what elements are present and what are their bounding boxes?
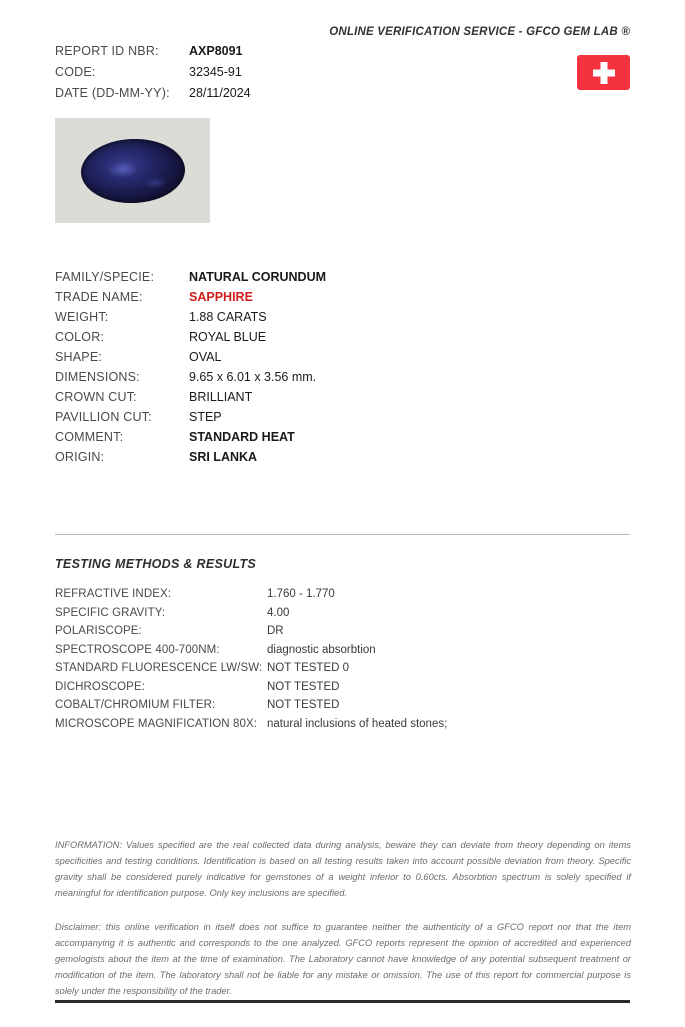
ident-row-weight — [55, 310, 475, 324]
test-label-microscope: MICROSCOPE MAGNIFICATION 80X: — [55, 717, 258, 730]
report-meta — [55, 44, 385, 107]
information-note: INFORMATION: Values specified are the real collected data during analysis, beware they can deviate from theory depending on items specificities and testing conditions. Identification is based on all testing results taken into account possible deviation from theory. Specific gravity shall be considered purely indicative for gemstones of a weight inferior to 0.60cts. Absorbtion spectrum is solely specified if meaningful for identification purpose. Only key inclusions are specified. — [55, 840, 631, 898]
testing-section-title: TESTING METHODS & RESULTS — [55, 557, 257, 571]
test-row-spectroscope — [55, 644, 615, 656]
ident-label-trade-name: TRADE NAME: — [55, 290, 143, 304]
test-value-refractive-index: 1.760 - 1.770 — [267, 588, 335, 600]
meta-row-date — [55, 86, 385, 100]
ident-value-trade-name: SAPPHIRE — [189, 290, 253, 304]
test-value-filter: NOT TESTED — [267, 699, 340, 711]
ident-value-dimensions: 9.65 x 6.01 x 3.56 mm. — [189, 370, 317, 384]
meta-label-code: CODE: — [55, 65, 96, 79]
flag-cross-horizontal — [593, 69, 615, 76]
test-row-specific-gravity — [55, 607, 615, 619]
test-label-polariscope: POLARISCOPE: — [55, 625, 142, 637]
test-value-polariscope: DR — [267, 625, 284, 637]
disclaimer-note: Disclaimer: this online verification in itself does not suffice to guarantee neither the authenticity of a GFCO report nor that the item accompanying it is authentic and corresponds to the one analyzed. GFCO reports represent the opinion of accredited and experienced gemologists about the item at the time of examination. The Laboratory cannot have knowledge of any potential subsequent treatment or modification of the item. The laboratory shall not be liable for any mistake or omission. The use of this report for commercial purpose is solely under the responsibility of the trader. — [55, 922, 631, 996]
ident-value-color: ROYAL BLUE — [189, 330, 267, 344]
ident-label-dimensions: DIMENSIONS: — [55, 370, 140, 384]
ident-label-origin: ORIGIN: — [55, 450, 105, 464]
ident-value-origin: SRI LANKA — [189, 450, 258, 464]
section-divider — [55, 534, 630, 535]
test-value-specific-gravity: 4.00 — [267, 606, 290, 619]
gemstone-photo — [55, 118, 210, 223]
test-label-filter: COBALT/CHROMIUM FILTER: — [55, 699, 216, 711]
ident-row-origin — [55, 450, 475, 464]
ident-row-shape — [55, 350, 475, 364]
ident-row-crown-cut — [55, 390, 475, 404]
ident-row-pavillion-cut — [55, 410, 475, 424]
test-label-fluorescence: STANDARD FLUORESCENCE LW/SW: — [55, 662, 263, 674]
test-label-dichroscope: DICHROSCOPE: — [55, 680, 146, 693]
meta-value-date: 28/11/2024 — [189, 86, 251, 100]
testing-results-list — [55, 588, 615, 736]
meta-label-report-id: REPORT ID NBR: — [55, 44, 159, 58]
test-value-dichroscope: NOT TESTED — [267, 680, 340, 693]
test-label-specific-gravity: SPECIFIC GRAVITY: — [55, 606, 166, 619]
page-title: ONLINE VERIFICATION SERVICE - GFCO GEM LAB ® — [329, 26, 630, 38]
ident-value-weight: 1.88 CARATS — [189, 310, 267, 324]
ident-label-color: COLOR: — [55, 330, 105, 344]
test-label-spectroscope: SPECTROSCOPE 400-700NM: — [55, 643, 220, 656]
test-row-filter — [55, 699, 615, 711]
ident-label-family: FAMILY/SPECIE: — [55, 270, 155, 284]
test-value-fluorescence: NOT TESTED 0 — [267, 662, 350, 674]
ident-value-pavillion-cut: STEP — [189, 410, 222, 424]
test-row-dichroscope — [55, 681, 615, 693]
test-value-microscope: natural inclusions of heated stones; — [267, 717, 448, 730]
test-row-fluorescence — [55, 662, 615, 674]
ident-value-comment: STANDARD HEAT — [189, 430, 295, 444]
ident-label-crown-cut: CROWN CUT: — [55, 390, 137, 404]
ident-label-shape: SHAPE: — [55, 350, 103, 364]
ident-value-crown-cut: BRILLIANT — [189, 390, 253, 404]
identification-list — [55, 270, 475, 470]
ident-label-pavillion-cut: PAVILLION CUT: — [55, 410, 152, 424]
bottom-rule — [55, 1000, 630, 1003]
ident-label-weight: WEIGHT: — [55, 310, 109, 324]
test-value-spectroscope: diagnostic absorbtion — [267, 643, 376, 656]
meta-label-date: DATE (DD-MM-YY): — [55, 86, 170, 100]
ident-row-color — [55, 330, 475, 344]
meta-value-report-id: AXP8091 — [189, 44, 243, 58]
gemstone-image — [79, 137, 185, 205]
test-row-microscope — [55, 718, 615, 730]
ident-row-trade-name — [55, 290, 475, 304]
ident-value-family: NATURAL CORUNDUM — [189, 270, 327, 284]
ident-row-comment — [55, 430, 475, 444]
ident-value-shape: OVAL — [189, 350, 222, 364]
swiss-flag-icon — [577, 55, 630, 90]
ident-row-dimensions — [55, 370, 475, 384]
test-row-polariscope — [55, 625, 615, 637]
test-row-refractive-index — [55, 588, 615, 600]
ident-label-comment: COMMENT: — [55, 430, 124, 444]
meta-value-code: 32345-91 — [189, 65, 242, 79]
test-label-refractive-index: REFRACTIVE INDEX: — [55, 588, 172, 600]
ident-row-family — [55, 270, 475, 284]
meta-row-code — [55, 65, 385, 79]
meta-row-report-id — [55, 44, 385, 58]
